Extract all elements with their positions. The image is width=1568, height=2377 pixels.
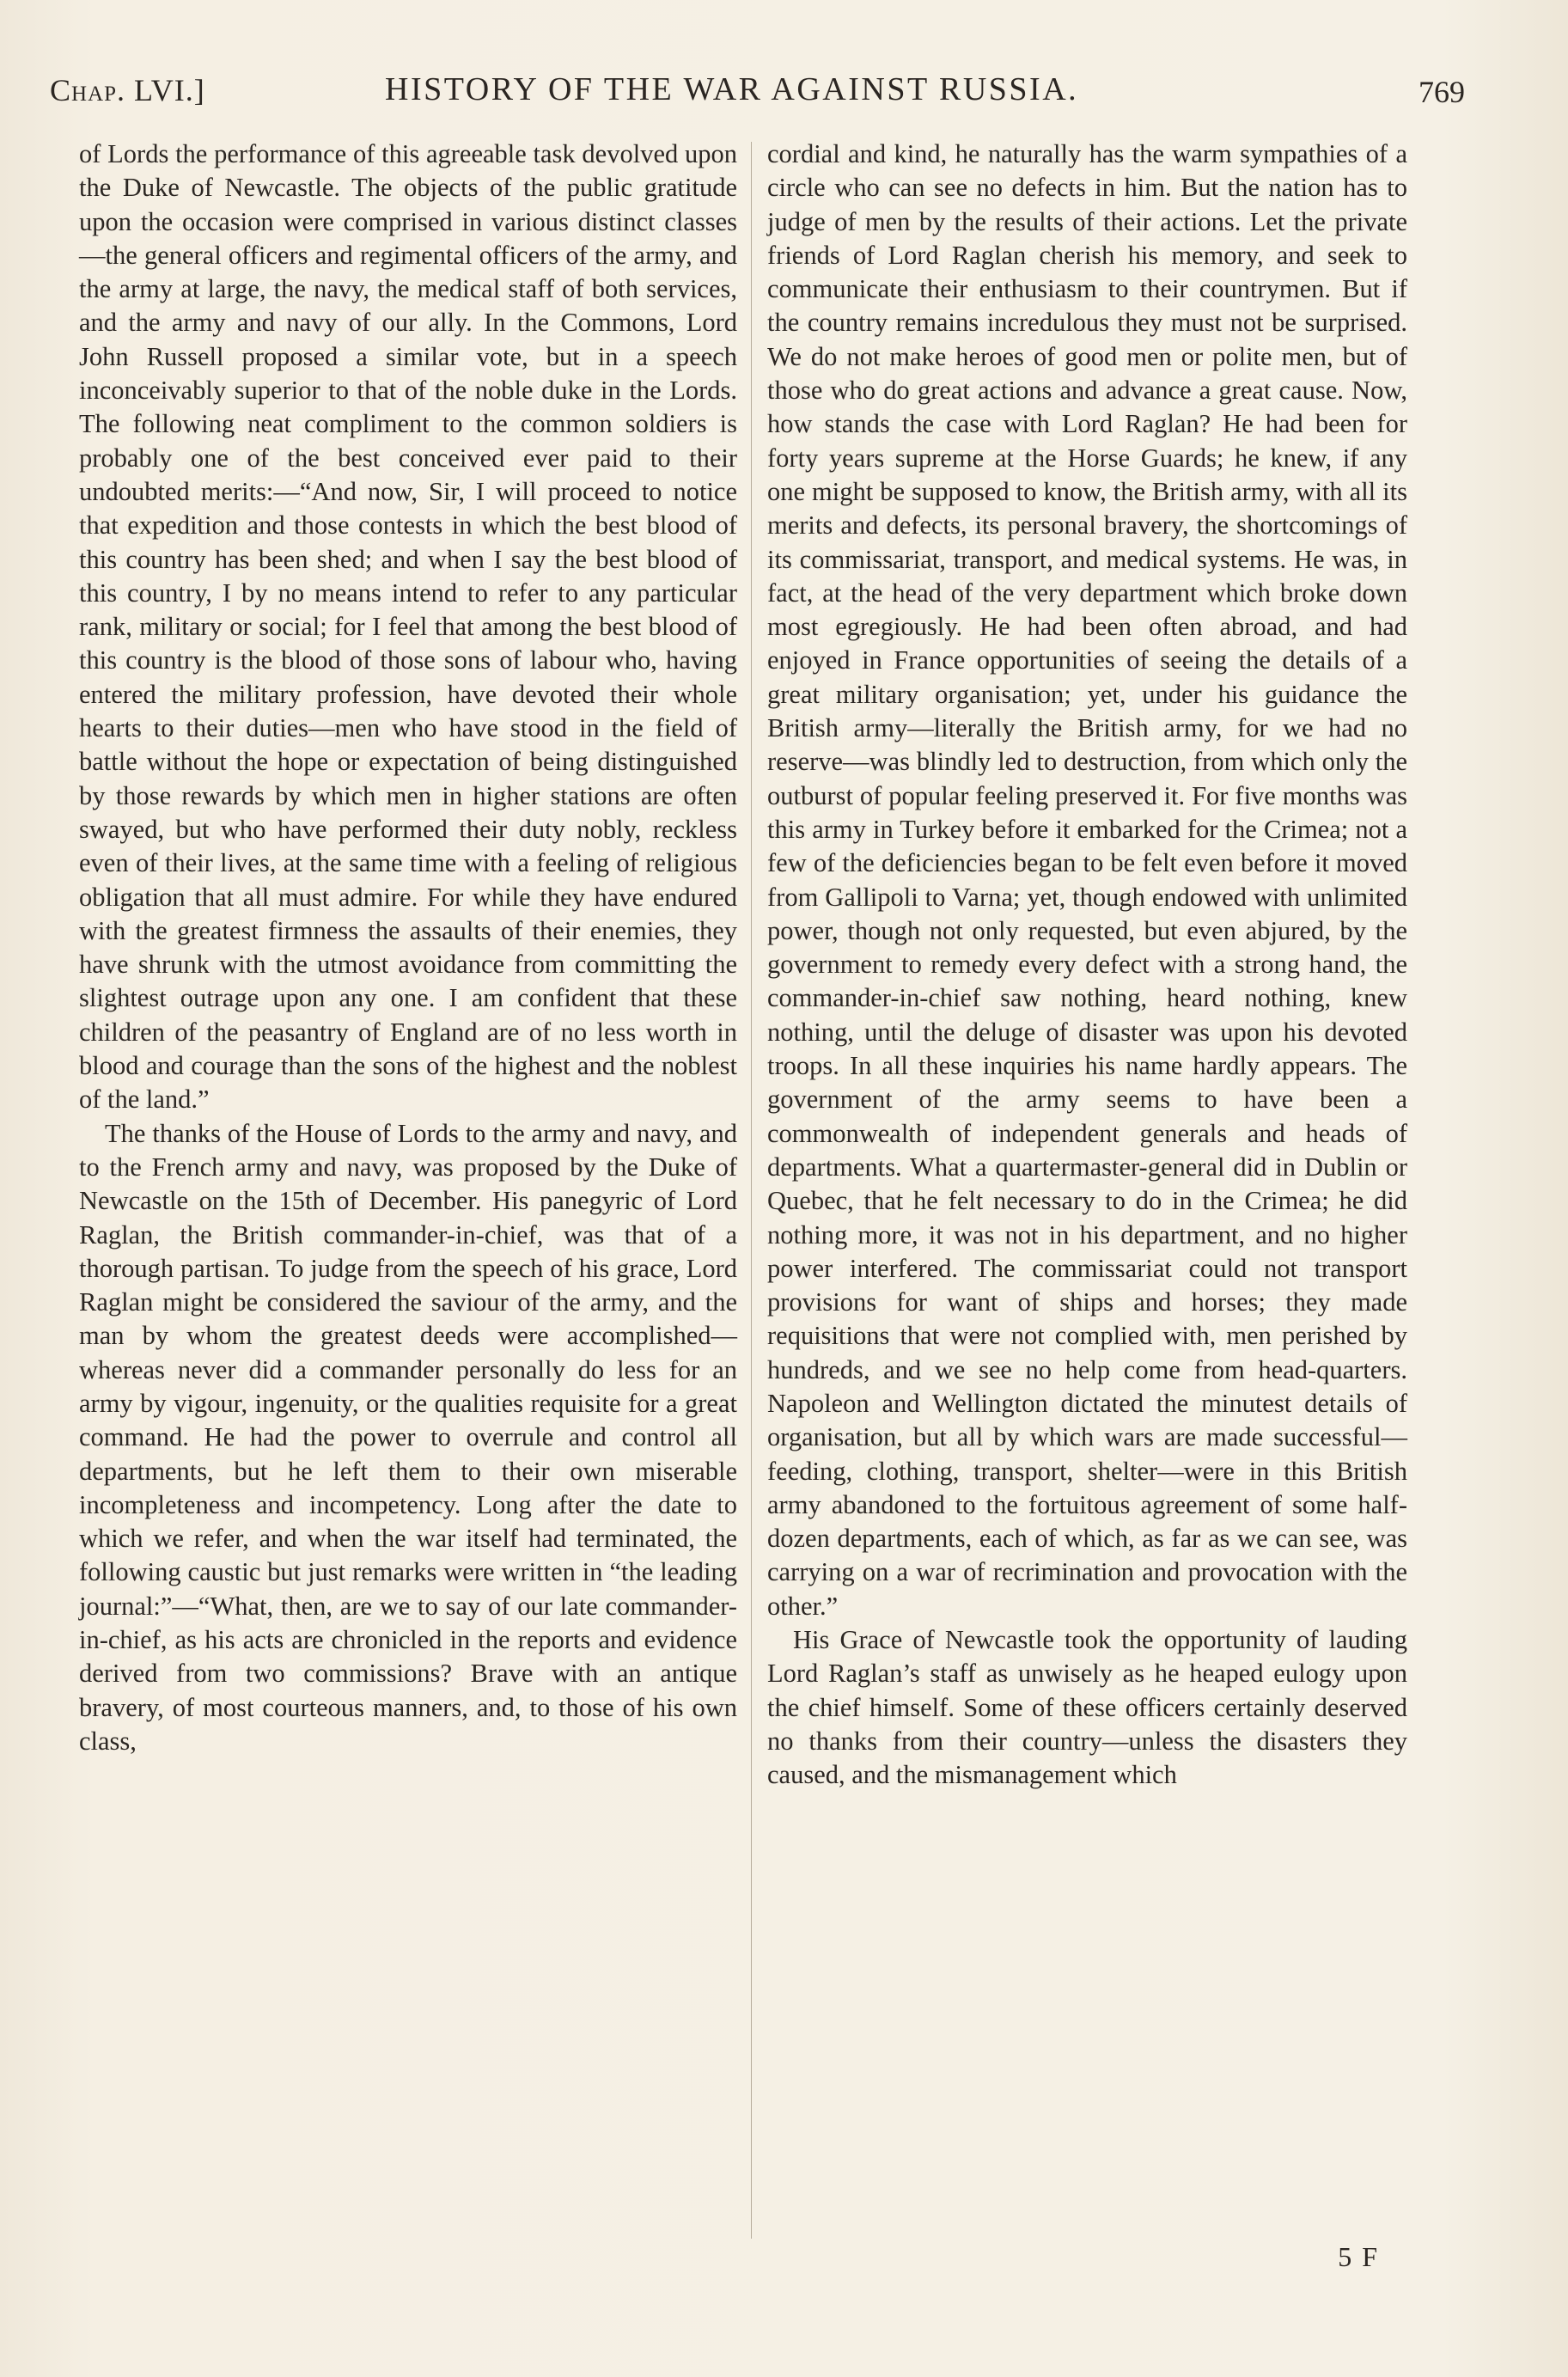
left-column — [79, 137, 737, 1758]
paragraph: of Lords the performance of this agreeable task devolved upon the Duke of Newcastle. The objects of the public gratitude upon the occasion were comprised in various distinct classes—the general officers and regimental officers of the army, and the army at large, the navy, the medical staff of both services, and the army and navy of our ally. In the Commons, Lord John Russell proposed a similar vote, but in a speech inconceivably superior to that of the noble duke in the Lords. The following neat compliment to the common soldiers is probably one of the best conceived ever paid to their undoubted merits:—“And now, Sir, I will proceed to notice that expedition and those contests in which the best blood of this country has been shed; and when I say the best blood of this country, I by no means intend to refer to any particular rank, military or social; for I feel that among the best blood of this country is the blood of those sons of labour who, having entered the military profession, have devoted their whole hearts to their duties—men who have stood in the field of battle without the hope or expectation of being distinguished by those rewards by which men in higher stations are often swayed, but who have performed their duty nobly, reckless even of their lives, at the same time with a feeling of religious obligation that all must admire. For while they have endured with the greatest firmness the assaults of their enemies, they have shrunk with the utmost avoidance from committing the slightest outrage upon any one. I am confident that these children of the peasantry of England are of no less worth in blood and courage than the sons of the highest and the noblest of the land.” — [79, 139, 737, 1115]
right-column — [767, 137, 1407, 1793]
page-number: 769 — [1419, 75, 1465, 109]
chapter-label: Chap. LVI.] — [50, 73, 205, 107]
printer-signature: 5 F — [1338, 2241, 1379, 2272]
column-divider — [751, 142, 752, 2239]
book-title: HISTORY OF THE WAR AGAINST RUSSIA. — [385, 71, 1079, 107]
paragraph: The thanks of the House of Lords to the army and navy, and to the French army and navy, was proposed by the Duke of Newcastle on the 15th of December. His panegyric of Lord Raglan, the British commander-in-chief, was that of a thorough partisan. To judge from the speech of his grace, Lord Raglan might be considered the saviour of the army, and the man by whom the greatest deeds were accomplished—whereas never did a commander personally do less for an army by vigour, ingenuity, or the qualities requisite for a great command. He had the power to overrule and control all departments, but he left them to their own miserable incompleteness and incompetency. Long after the date to which we refer, and when the war itself had terminated, the following caustic but just remarks were written in “the leading journal:”—“What, then, are we to say of our late commander-in-chief, as his acts are chronicled in the reports and evidence derived from two commissions? Brave with an antique bravery, of most courteous manners, and, to those of his own class, — [79, 1118, 737, 1756]
running-header — [50, 67, 1465, 119]
paragraph: cordial and kind, he naturally has the warm sympathies of a circle who can see no defects in him. But the nation has to judge of men by the results of their actions. Let the private friends of Lord Raglan cherish his memory, and seek to communicate their enthusiasm to their countrymen. But if the country remains incredulous they must not be surprised. We do not make heroes of good men or polite men, but of those who do great actions and advance a great cause. Now, how stands the case with Lord Raglan? He had been for forty years supreme at the Horse Guards; he knew, if any one might be supposed to know, the British army, with all its merits and defects, its personal bravery, the shortcomings of its commissariat, transport, and medical systems. He was, in fact, at the head of the very department which broke down most egregiously. He had been often abroad, and had enjoyed in France opportunities of seeing the details of a great military organisation; yet, under his guidance the British army—literally the British army, for we had no reserve—was blindly led to destruction, from which only the outburst of popular feeling preserved it. For five months was this army in Turkey before it embarked for the Crimea; not a few of the deficiencies began to be felt even before it moved from Gallipoli to Varna; yet, though endowed with unlimited power, though not only requested, but even abjured, by the government to remedy every defect with a strong hand, the commander-in-chief saw nothing, heard nothing, knew nothing, until the deluge of disaster was upon his devoted troops. In all these inquiries his name hardly appears. The government of the army seems to have been a commonwealth of independent generals and heads of departments. What a quartermaster-general did in Dublin or Quebec, that he felt necessary to do in the Crimea; he did nothing more, it was not in his department, and no higher power interfered. The commissariat could not transport provisions for want of ships and horses; they made requisitions that were not complied with, men perished by hundreds, and we see no help come from head-quarters. Napoleon and Wellington dictated the minutest details of organisation, but all by which wars are made successful—feeding, clothing, transport, shelter—were in this British army abandoned to the fortuitous agreement of some half-dozen departments, each of which, as far as we can see, was carrying on a war of recrimination and provocation with the other.” — [767, 139, 1407, 1621]
paragraph: His Grace of Newcastle took the opportunity of lauding Lord Raglan’s staff as unwisely as he heaped eulogy upon the chief himself. Some of these officers certainly deserved no thanks from their country—unless the disasters they caused, and the mismanagement which — [767, 1625, 1407, 1790]
